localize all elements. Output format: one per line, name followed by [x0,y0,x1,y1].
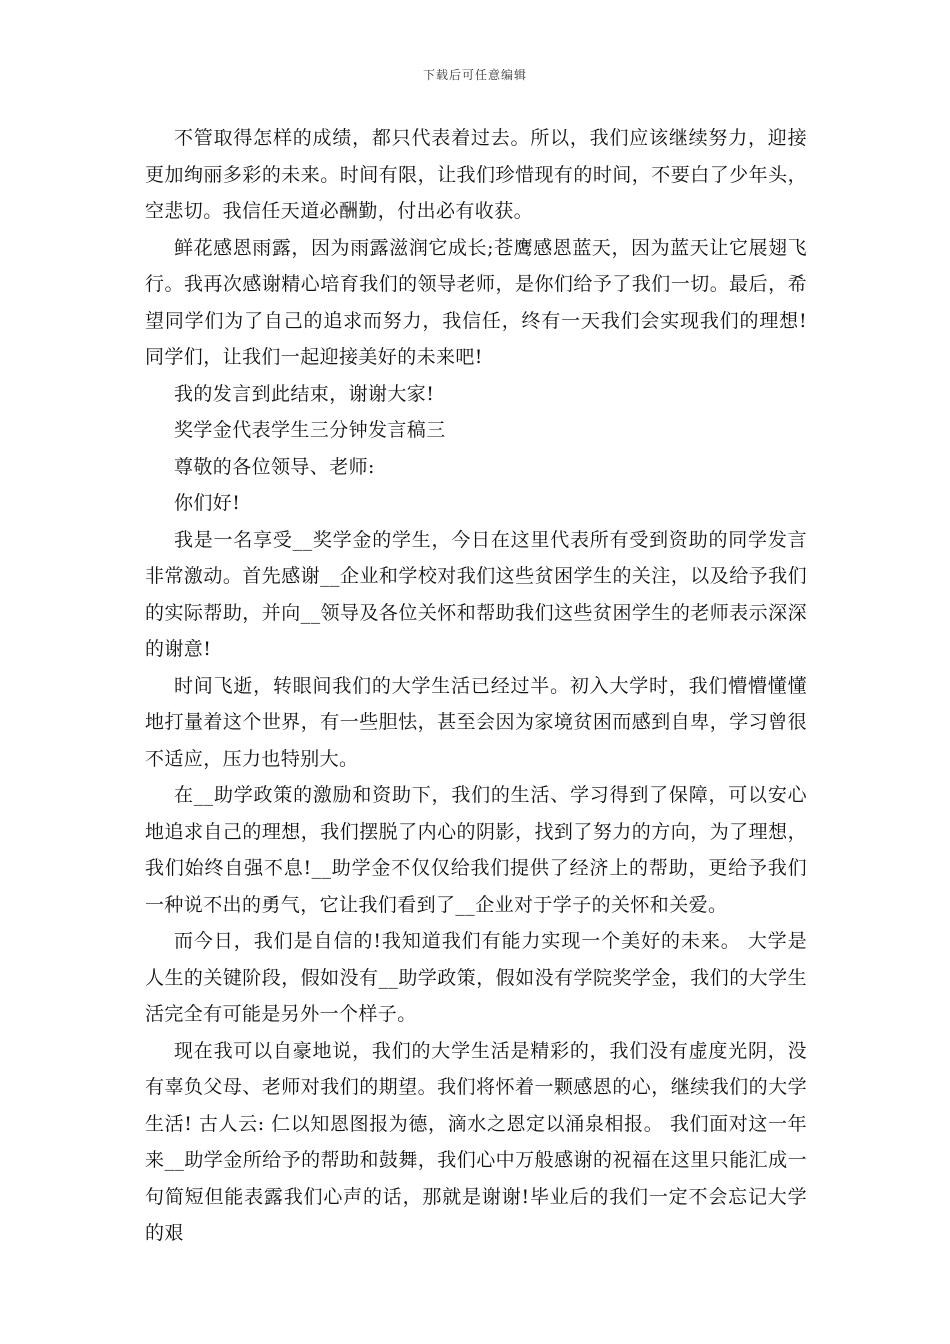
paragraph: 我是一名享受__奖学金的学生，今日在这里代表所有受到资助的同学发言非常激动。首先感谢__企业和学校对我们这些贫困学生的关注，以及给予我们的实际帮助，并向__领导及各位关怀和帮助我们这些贫困学生的老师表示深深的谢意! [145,528,807,660]
paragraph: 而今日，我们是自信的!我知道我们有能力实现一个美好的未来。 大学是人生的关键阶段，假如没有__助学政策，假如没有学院奖学金，我们的大学生活完全有可能是另外一个样子。 [145,930,807,1025]
document-body [145,120,807,1252]
page-header-note: 下载后可任意编辑 [422,68,527,82]
paragraph: 现在我可以自豪地说，我们的大学生活是精彩的，我们没有虚度光阴，没有辜负父母、老师对我们的期望。我们将怀着一颗感恩的心，继续我们的大学生活! 古人云: 仁以知恩图报为德，滴水之恩定以涌泉相报。 我们面对这一年来__助学金所给予的帮助和鼓舞，我们心中万般感谢的祝福在这里只能汇成一句简短但能表露我们心声的话，那就是谢谢!毕业后的我们一定不会忘记大学的艰 [145,1039,807,1244]
paragraph: 鲜花感恩雨露，因为雨露滋润它成长;苍鹰感恩蓝天，因为蓝天让它展翅飞行。我再次感谢精心培育我们的领导老师，是你们给予了我们一切。最后，希望同学们为了自己的追求而努力，我信任，终有一天我们会实现我们的理想!同学们，让我们一起迎接美好的未来吧! [145,236,807,368]
paragraph: 我的发言到此结束，谢谢大家! [174,382,435,405]
paragraph: 时间飞逝，转眼间我们的大学生活已经过半。初入大学时，我们懵懵懂懂地打量着这个世界，有一些胆怯，甚至会因为家境贫困而感到自卑，学习曾很不适应，压力也特别大。 [145,674,807,770]
paragraph: 在__助学政策的激励和资助下，我们的生活、学习得到了保障，可以安心地追求自己的理想，我们摆脱了内心的阴影，找到了努力的方向，为了理想，我们始终自强不息!__助学金不仅仅给我们提供了经济上的帮助，更给予我们一种说不出的勇气，它让我们看到了__企业对于学子的关怀和关爱。 [145,784,807,916]
salutation: 尊敬的各位领导、老师: [174,455,375,478]
section-title: 奖学金代表学生三分钟发言稿三 [174,419,446,441]
greeting: 你们好! [174,492,241,514]
paragraph: 不管取得怎样的成绩，都只代表着过去。所以，我们应该继续努力，迎接更加绚丽多彩的未来。时间有限，让我们珍惜现有的时间，不要白了少年头，空悲切。我信任天道必酬勤，付出必有收获。 [145,127,807,222]
